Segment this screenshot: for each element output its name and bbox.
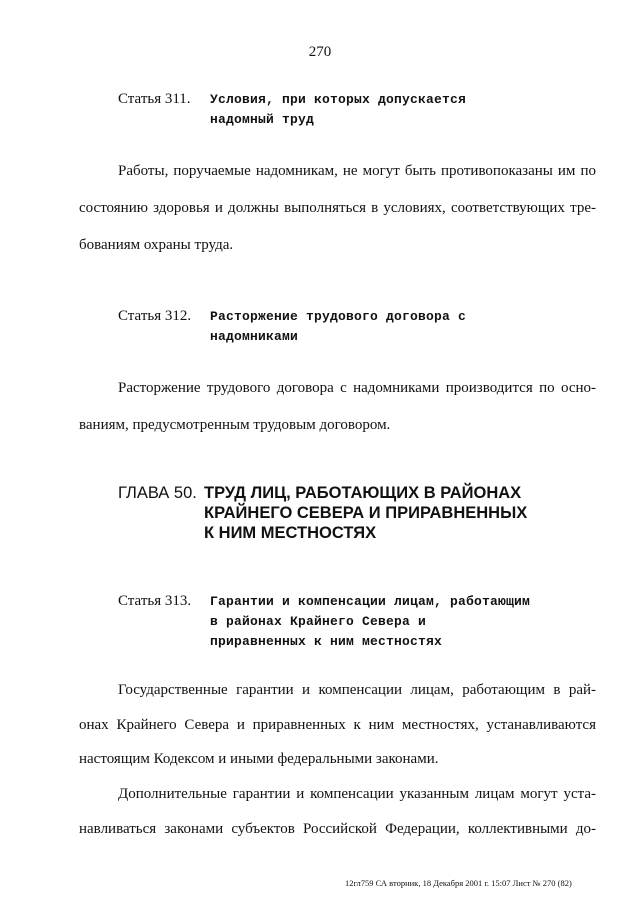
article-311-para-line: состоянию здоровья и должны выполняться в условиях, соответствующих тре- bbox=[79, 200, 596, 216]
chapter-50-title-line3: К НИМ МЕСТНОСТЯХ bbox=[204, 524, 377, 542]
article-311-para-line: бованиям охраны труда. bbox=[79, 237, 234, 253]
page-footer: 12гл759 СА вторник, 18 Декабря 2001 г. 15:07 Лист № 270 (82) bbox=[345, 878, 572, 888]
page-number: 270 bbox=[308, 44, 332, 60]
article-313-para2-line: Дополнительные гарантии и компенсации указанным лицам могут уста- bbox=[118, 786, 596, 802]
article-313-para1-line: онах Крайнего Севера и приравненных к ним местностях, устанавливаются bbox=[79, 717, 596, 733]
article-313-para2-line: навливаться законами субъектов Российской Федерации, коллективными до- bbox=[79, 821, 596, 837]
article-311-title-line2: надомный труд bbox=[210, 112, 315, 127]
article-311-title-line1: Условия, при которых допускается bbox=[210, 92, 467, 107]
chapter-50-title-line2: КРАЙНЕГО СЕВЕРА И ПРИРАВНЕННЫХ bbox=[204, 504, 528, 522]
article-312-title-line2: надомниками bbox=[210, 329, 299, 344]
article-312-para-line: Расторжение трудового договора с надомниками производится по осно- bbox=[118, 380, 596, 396]
article-313-title-line3: приравненных к ним местностях bbox=[210, 634, 443, 649]
article-312-label: Статья 312. bbox=[118, 308, 192, 324]
article-312-para-line: ваниям, предусмотренным трудовым договором. bbox=[79, 417, 391, 433]
article-313-title-line2: в районах Крайнего Севера и bbox=[210, 614, 427, 629]
chapter-50-title-line1: ТРУД ЛИЦ, РАБОТАЮЩИХ В РАЙОНАХ bbox=[204, 484, 522, 502]
article-312-title-line1: Расторжение трудового договора с bbox=[210, 309, 467, 324]
article-313-para1-line: настоящим Кодексом и иными федеральными законами. bbox=[79, 751, 439, 767]
article-313-title-line1: Гарантии и компенсации лицам, работающим bbox=[210, 594, 531, 609]
article-313-para1-line: Государственные гарантии и компенсации лицам, работающим в рай- bbox=[118, 682, 596, 698]
chapter-50-label: ГЛАВА 50. bbox=[118, 484, 197, 502]
article-311-label: Статья 311. bbox=[118, 91, 191, 107]
article-313-label: Статья 313. bbox=[118, 593, 192, 609]
article-311-para-line: Работы, поручаемые надомникам, не могут быть противопоказаны им по bbox=[118, 163, 596, 179]
